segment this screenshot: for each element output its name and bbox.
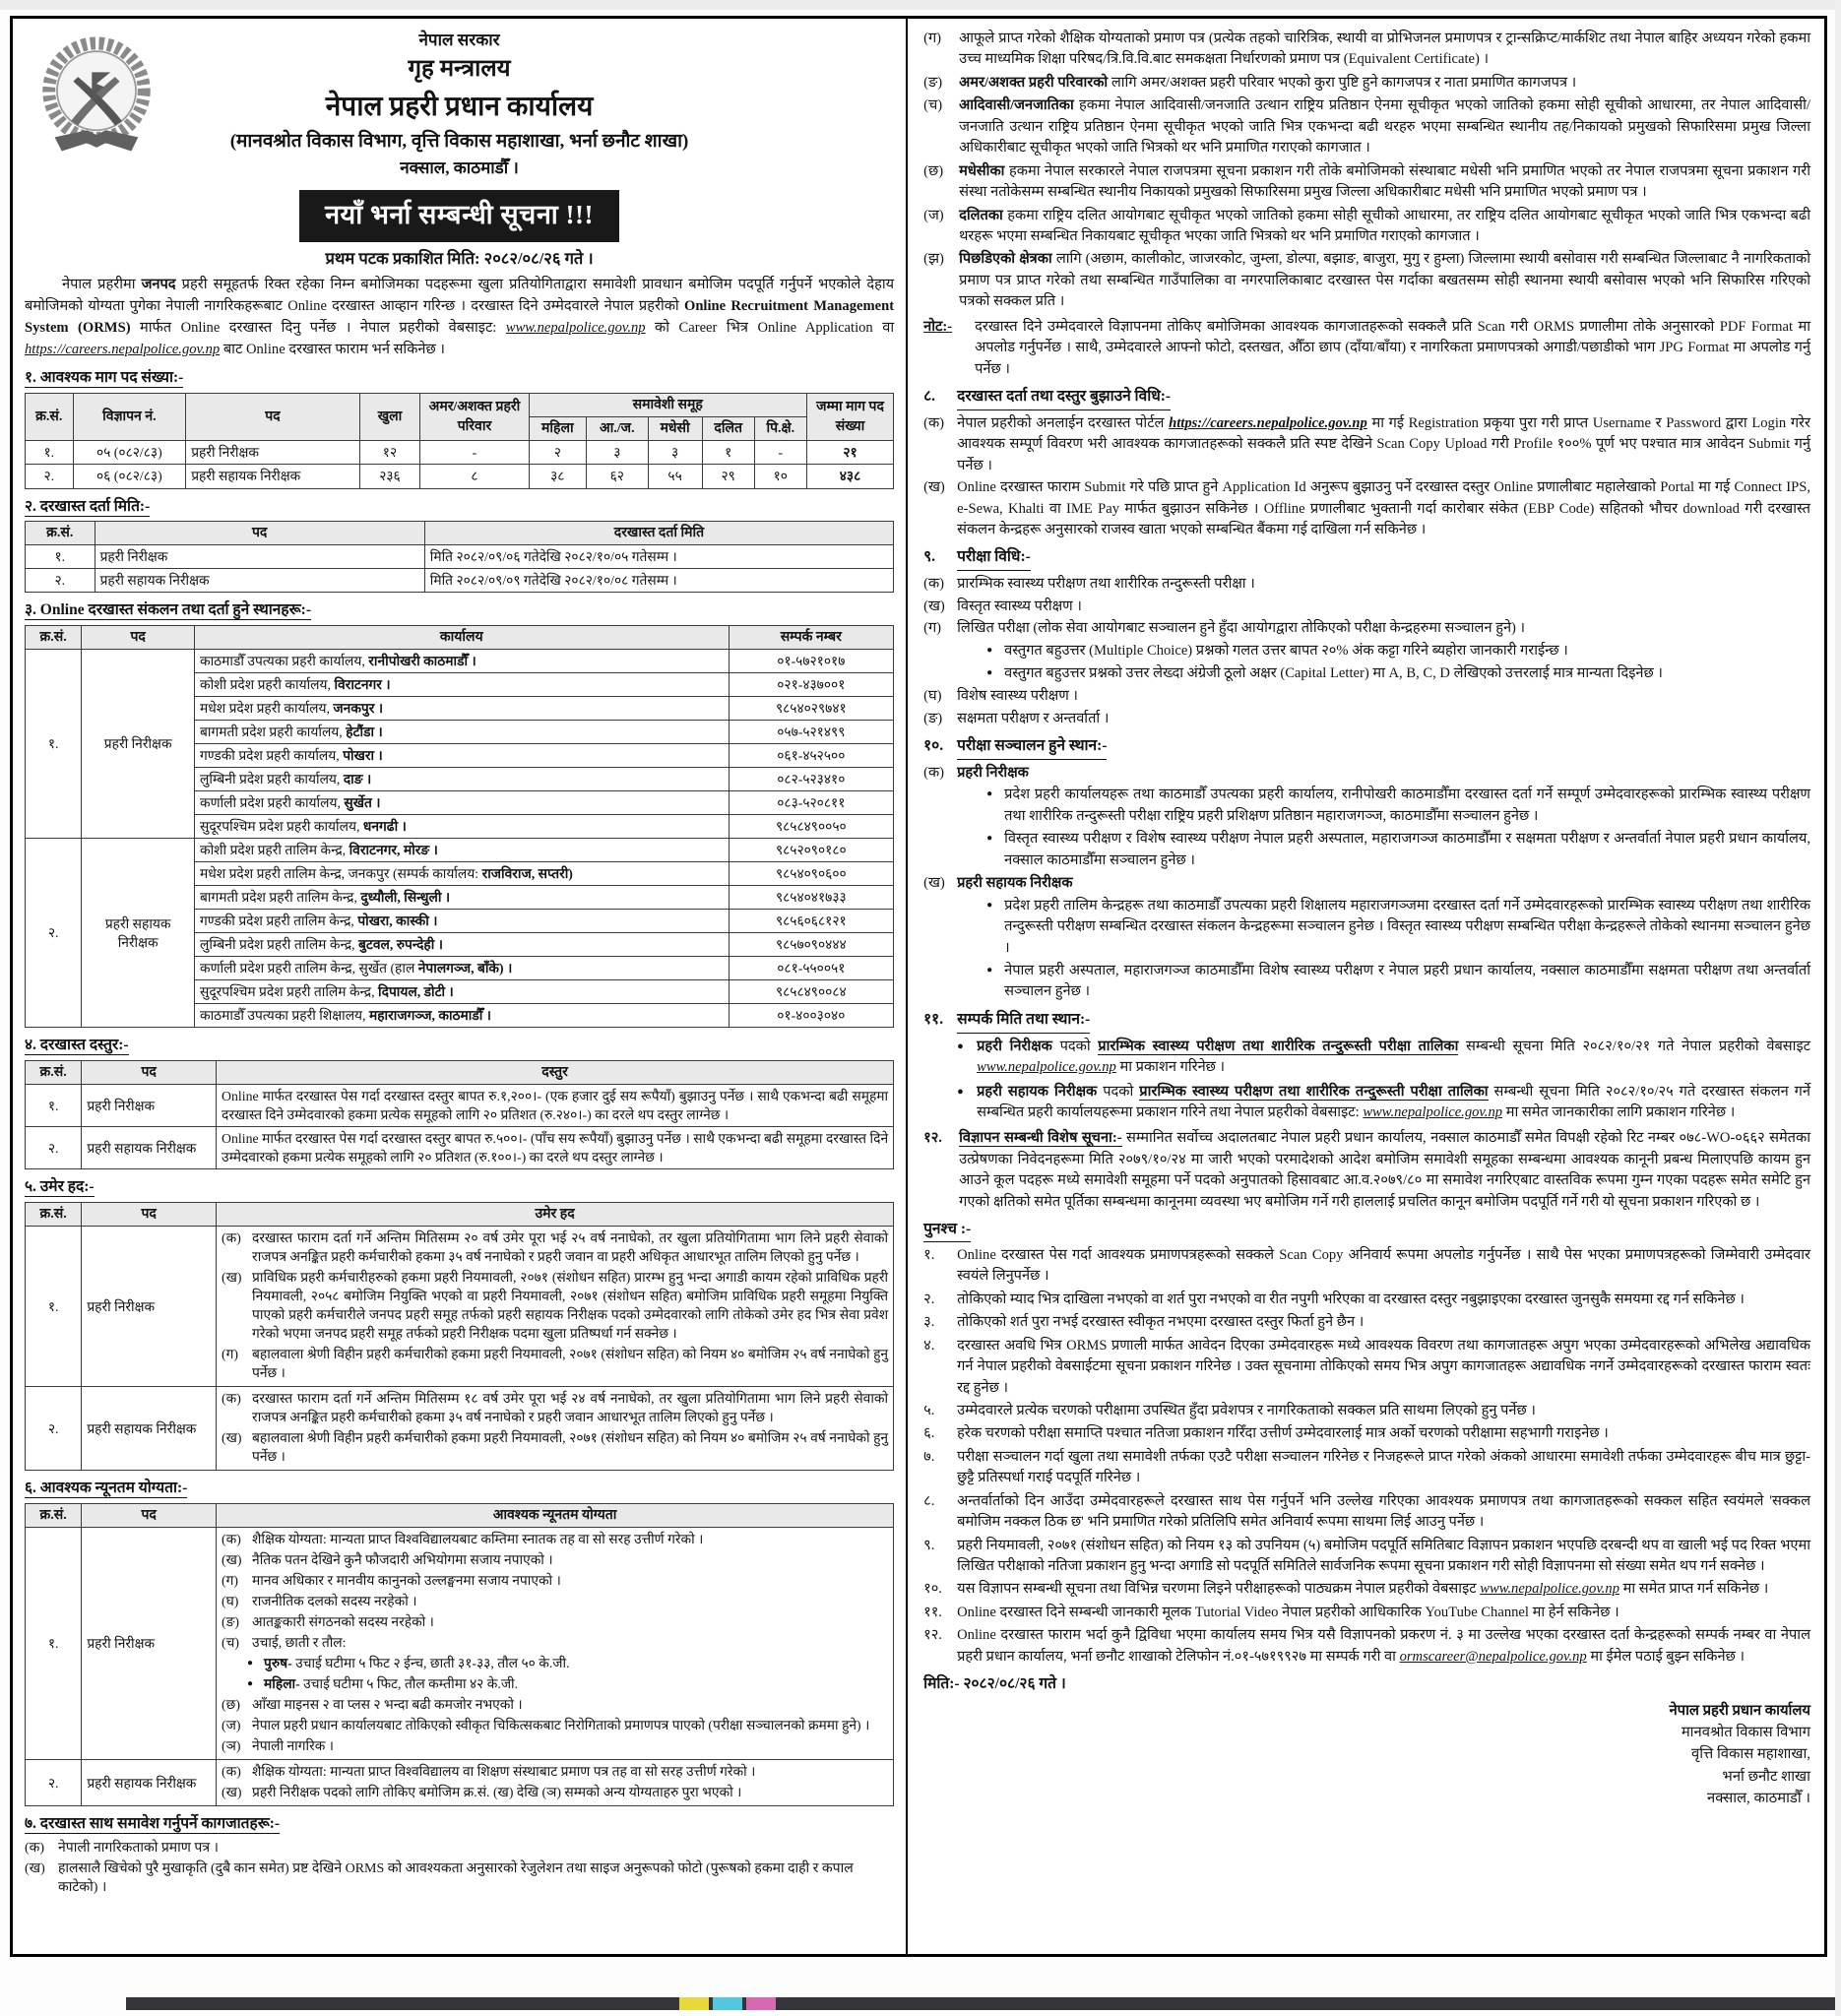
posts-demand-table <box>25 393 894 489</box>
list-item: (ज) दलितका हकमा राष्ट्रिय दलित आयोगबाट सूचीकृत भएको जातिको हकमा सोही सूचीको आधारमा, तर राष्ट्रिय दलित आयोगबाट सूचीकृत भएको जाति भित्र एकभन्दा बढी थरहरू भएमा सम्बन्धित निकायबाट सूचीकृत भएका जाति भित्रको थर भनि प्रमाणित गराएको कागजात । <box>923 207 1810 244</box>
gov-line: नेपाल सरकार <box>418 31 500 49</box>
table-row: २. प्रहरी सहायक निरीक्षक (क) दरखास्त फाराम दर्ता गर्ने अन्तिम मितिसम्म १८ वर्ष उमेर पूरा भई २४ वर्ष ननाघेको, तर खुला प्रतियोगितामा भाग लिने प्रहरी सेवाको राजपत्र अनङ्कित प्रहरी कर्मचारीको हकमा ३५ वर्ष ननाघेको र प्रहरी जवान आधारभूत तालिम लिएको हुनु पर्नेछ । (ख) बहालवाला श्रेणी विहीन प्रहरी कर्मचारीको हकमा प्रहरी नियमावली, २०७१ (संशोधन सहित) को नियम ४० बमोजिम २५ वर्ष ननाघेको हुनु पर्नेछ । <box>26 1387 894 1471</box>
list-item: (क) नेपाली नागरिकताको प्रमाण पत्र । <box>25 1840 219 1856</box>
list-item: (ग) मानव अधिकार र मानवीय कानुनको उल्लङ्घनमा सजाय नपाएको । <box>222 1573 561 1589</box>
col-post: पद <box>82 1503 217 1527</box>
intro-paragraph <box>25 275 894 361</box>
exam-venue-bullets <box>923 785 1810 871</box>
intro-text: नेपाल प्रहरीमा <box>62 276 142 292</box>
collection-centers-table <box>25 625 894 1029</box>
office-row: काठमाडौँ उपत्यका प्रहरी शिक्षालय, महाराजगञ्ज, काठमाडौँ । ०१-४००३०४० <box>26 1004 894 1028</box>
print-mark-magenta <box>746 1997 776 2010</box>
list-item: १२. Online दरखास्त फाराम भर्दा कुनै द्विविधा भएमा कार्यालय समय भित्र यसै विज्ञापनको प्रकरण नं. ३ मा उल्लेख भएका दरखास्त दर्ता केन्द्रहरूको सम्पर्क नम्बर वा नेपाल प्रहरी प्रधान कार्यालय, भर्ना छनौट शाखाको टेलिफोन नं.०१-५७१९९२७ मा सम्पर्क गरी वा ormscareer@nepalpolice.gov.np मा ईमेल पठाई बुझ्न सकिनेछ । <box>923 1627 1810 1665</box>
col-sn: क्र.सं. <box>26 625 82 649</box>
list-item: (ख) विस्तृत स्वास्थ्य परीक्षण । <box>923 598 1082 614</box>
list-item: (ख) प्रहरी निरीक्षक पदको लागि तोकिए बमोजिम क्र.सं. (ख) देखि (ञ) सम्मको अन्य योग्यताहरु पुरा भएको । <box>222 1785 742 1800</box>
office-row: कोशी प्रदेश प्रहरी कार्यालय, विराटनगर । ०२१-४३७००१ <box>26 672 894 696</box>
table-row: २. प्रहरी सहायक निरीक्षक (क) शैक्षिक योग्यता: मान्यता प्राप्त विश्वविद्यालय वा शिक्षण संस्थाबाट प्रमाण पत्र तह वा सो सरह उत्तीर्ण गरेको । (ख) प्रहरी निरीक्षक पदको लागि तोकिए बमोजिम क्र.सं. (ख) देखि (ञ) सम्मको अन्य योग्यताहरु पुरा भएको । <box>26 1760 894 1806</box>
documents-list-right <box>923 29 1810 313</box>
col-post: पद <box>82 625 195 649</box>
right-column <box>906 19 1824 1954</box>
col-sn: क्र.सं. <box>26 521 95 544</box>
office-row: लुम्बिनी प्रदेश प्रहरी कार्यालय, दाङ । ०८२-५२३४१० <box>26 768 894 791</box>
intro-bold-orms: Online Recruitment Management System (ORMS) <box>25 297 895 336</box>
col-sn: क्र.सं. <box>26 1202 82 1226</box>
list-item: ९. प्रहरी नियमावली, २०७१ (संशोधन सहित) को नियम १३ को उपनियम (५) बमोजिम पदपूर्ति समितिबाट विज्ञापन प्रकाशन भएपछि दरबन्दी थप वा खाली भई पद रिक्त भएमा लिखित परीक्षाको नतिजा प्रकाशन हुनु भन्दा अगाडि सो पदपूर्ति समितिले सार्वजनिक रूपमा सूचना प्रकाशन गरी सोही विज्ञापनमा सो संख्या समेत थप गर्न सक्नेछ । <box>923 1537 1810 1575</box>
office-row: कर्णाली प्रदेश प्रहरी कार्यालय, सुर्खेत । ०८३-५२०८११ <box>26 791 894 815</box>
list-item: ३. तोकिएको शर्त पुरा नभई दरखास्त स्वीकृत नभएमा दरखास्त दस्तुर फिर्ता हुने छैन । <box>923 1314 1365 1331</box>
list-item: (ग) बहालवाला श्रेणी विहीन प्रहरी कर्मचारीको हकमा प्रहरी नियमावली, २०७१ (संशोधन सहित) को नियम ४० बमोजिम २५ वर्ष ननाघेको हुनु पर्नेछ । <box>222 1347 889 1381</box>
office-row: कर्णाली प्रदेश प्रहरी तालिम केन्द्र, सुर्खेत (हाल नेपालगञ्ज, बाँके) । ०८१-५५००५१ <box>26 957 894 980</box>
office-row: बागमती प्रदेश प्रहरी तालिम केन्द्र, दुध्यौली, सिन्धुली । ९८५४०४१७३३ <box>26 886 894 910</box>
section-8-title: ८. दरखास्त दर्ता तथा दस्तुर बुझाउने विधि:- <box>923 386 1810 410</box>
office-row: मधेश प्रदेश प्रहरी कार्यालय, जनकपुर । ९८५४०२९७४१ <box>26 697 894 721</box>
bullet-item: ● प्रदेश प्रहरी तालिम केन्द्रहरू तथा काठमाडौँ उपत्यका प्रहरी शिक्षालय महाराजगञ्जमा दरखास्त दर्ता गर्ने उम्मेदवारहरूको प्रारम्भिक स्वास्थ्य परीक्षण तथा शारीरिक तन्दुरूस्ती परीक्षण सम्बन्धित दरखास्त संकलन केन्द्रहरूमा सञ्चालन हुनेछ । विस्तृत स्वास्थ्य परीक्षण सम्बन्धित परीक्षा केन्द्रहरूले तोकेको स्थानमा सञ्चालन हुनेछ । <box>986 897 1810 956</box>
list-item: (छ) मधेसीका हकमा नेपाल सरकारले नेपाल राजपत्रमा सूचना प्रकाशन गरी तोके बमोजिमको संस्थाबाट मधेसी भनि प्रमाणित भएको तर नेपाल राजपत्रमा सूचना प्रकाशन गरी संस्था नतोकेसम्म सम्बन्धित स्थानीय निकायको प्रमुखको सिफारिसमा प्रमुख जिल्ला अधिकारीबाट मधेसी भनि प्रमाणित भएको प्रमाण पत्र । <box>923 162 1810 201</box>
list-item: (ख) हालसालै खिचेको पुरै मुखाकृति (दुबै कान समेत) प्रष्ट देखिने ORMS को आवश्यकता अनुसारको रेजुलेशन तथा साइज अनुरूपको फोटो (पुरूषको हकमा दाही र कपाल काटेको) । <box>25 1861 854 1896</box>
list-item: (ङ) सक्षमता परीक्षण र अन्तर्वार्ता । <box>923 710 1110 726</box>
signature-line: नेपाल प्रहरी प्रधान कार्यालय <box>1669 1703 1810 1719</box>
col-backward: पि.क्षे. <box>754 417 806 441</box>
website-link[interactable]: www.nepalpolice.gov.np <box>1363 1103 1503 1120</box>
list-item: (ख) नैतिक पतन देखिने कुनै फौजदारी अभियोगमा सजाय नपाएको । <box>222 1552 553 1568</box>
exam-venue-bullets <box>923 896 1810 1003</box>
list-item: ११. Online दरखास्त दिने सम्बन्धी जानकारी मूलक Tutorial Video नेपाल प्रहरीको आधिकारिक YouTube Channel मा हेर्न सकिनेछ । <box>923 1604 1619 1620</box>
exam-method-bullets <box>923 641 1810 685</box>
list-item: ७. परीक्षा सञ्चालन गर्दा खुला तथा समावेशी तर्फका एउटै परीक्षा सञ्चालन गरिनेछ र निजहरूले प्राप्त गरेको अंकको आधारमा समावेशी तर्फका उम्मेदवारहरू बीच मात्र छुट्टा-छुट्टै प्रतिस्पर्धा गराई पदपूर्ति गरिनेछ । <box>923 1448 1810 1486</box>
postscript-title: पुनश्च :- <box>923 1219 971 1242</box>
col-open: खुला <box>359 393 420 441</box>
col-age: उमेर हद <box>217 1202 894 1226</box>
signature-line: मानवश्रोत विकास विभाग <box>1681 1725 1810 1741</box>
office-row: गण्डकी प्रदेश प्रहरी कार्यालय, पोखरा । ०६१-४५२५०० <box>26 744 894 768</box>
section-9-title: ९. परीक्षा विधि:- <box>923 546 1810 571</box>
signature-line: भर्ना छनौट शाखा <box>1722 1768 1810 1785</box>
note-paragraph: नोट:- दरखास्त दिने उम्मेदवारले विज्ञापनमा तोकिए बमोजिमका आवश्यक कागजातहरूको सक्कलै प्रति Scan गरी ORMS प्रणालीमा तोके अनुसारको PDF Format मा अपलोड गर्नुपर्नेछ । साथै, उम्मेदवारले आफ्नो फोटो, दस्तखत, औँठा छाप (दाँया/बाँया) र नागरिकता प्रमाणपत्रको अगाडी/पछाडीको भाग JPG Format मा अपलोड गर्नु पर्नेछ । <box>923 318 1810 377</box>
section-7-title: ७. दरखास्त साथ समावेश गर्नुपर्ने कागजातहरू:- <box>25 1815 281 1833</box>
col-office: कार्यालय <box>195 625 730 649</box>
list-item: (क) शैक्षिक योग्यता: मान्यता प्राप्त विश्वविद्यालय वा शिक्षण संस्थाबाट प्रमाण पत्र तह वा सो सरह उत्तीर्ण गरेको । <box>222 1764 756 1780</box>
office-row: बागमती प्रदेश प्रहरी कार्यालय, हेटौंडा । ०५७-५२१४९९ <box>26 721 894 744</box>
section-4-title: ४. दरखास्त दस्तुर:- <box>25 1037 129 1054</box>
published-date: प्रथम पटक प्रकाशित मिति: २०८२/०८/२६ गते । <box>325 249 594 269</box>
col-police-family: अमर/अशक्त प्रहरी परिवार <box>420 393 529 441</box>
bullet-item: ● वस्तुगत बहुउत्तर (Multiple Choice) प्रश्नको गलत उत्तर बापत २०% अंक कट्टा गरिने ब्यहोरा जानकारी गराईन्छ । <box>986 642 1568 659</box>
scan-edge-top <box>0 0 1841 10</box>
section-5-title: ५. उमेर हद:- <box>25 1178 95 1196</box>
table-row: २. प्रहरी सहायक निरीक्षक Online मार्फत दरखास्त पेस गर्दा दरखास्त दस्तुर बापत रु.५००।- (पाँच सय रूपैयाँ) बुझाउनु पर्नेछ । साथै एकभन्दा बढी समूहमा दरखास्त दिने उम्मेदवारको हकमा प्रत्येक समूहको लागि २० प्रतिशत (रु.१००।-) का दरले थप दस्तुर लाग्नेछ । <box>26 1127 894 1169</box>
ministry-line: गृह मन्त्रालय <box>408 56 511 83</box>
list-item: (ग) लिखित परीक्षा (लोक सेवा आयोगबाट सञ्चालन हुने हुँदा आयोगद्वारा तोकिएको परीक्षा केन्द्रहरुमा सञ्चालन हुने) । <box>923 620 1526 637</box>
intro-text: बाट Online दरखास्त फाराम भर्न सकिनेछ । <box>220 341 445 357</box>
office-line: नेपाल प्रहरी प्रधान कार्यालय <box>325 91 594 122</box>
inline-link[interactable]: www.nepalpolice.gov.np <box>1480 1581 1619 1598</box>
table-row: १. प्रहरी निरीक्षक (क) शैक्षिक योग्यता: मान्यता प्राप्त विश्वविद्यालयबाट कम्तिमा स्नातक तह वा सो सरह उत्तीर्ण गरेको । (ख) नैतिक पतन देखिने कुनै फौजदारी अभियोगमा सजाय नपाएको । (ग) मानव अधिकार र मानवीय कानुनको उल्लङ्घनमा सजाय नपाएको । (घ) राजनीतिक दलको सदस्य नरहेको । (ङ) आतङ्ककारी संगठनको सदस्य नरहेको । (च) उचाई, छाती र तौल: ● पुरुष- उचाई घटीमा ५ फिट २ ईन्च, छाती ३१-३३, तौल ५० के.जी. ● महिला- उचाई घटीमा ५ फिट, तौल कम्तीमा ४२ के.जी. (छ) आँखा माइनस २ वा प्लस २ भन्दा बढी कमजोर नभएको । (ज) नेपाल प्रहरी प्रधान कार्यालयबाट तोकिएको स्वीकृत चिकित्सकबाट निरोगिताको प्रमाणपत्र पाएको (परीक्षा सञ्चालनको क्रममा हुने) । (ञ) नेपाली नागरिक । <box>26 1528 894 1760</box>
left-column <box>13 19 906 1954</box>
list-item: (क) शैक्षिक योग्यता: मान्यता प्राप्त विश्वविद्यालयबाट कम्तिमा स्नातक तह वा सो सरह उत्तीर्ण गरेको । <box>222 1532 704 1546</box>
list-item: (ञ) नेपाली नागरिक । <box>222 1738 334 1754</box>
exam-method-list <box>923 686 1810 729</box>
print-mark-yellow <box>679 1997 709 2010</box>
qualification-list <box>222 1762 888 1801</box>
table-row: २. प्रहरी सहायक निरीक्षक मिति २०८२/०९/०९ गतेदेखि २०८२/१०/०८ गतेसम्म । <box>26 569 894 593</box>
documents-list-left <box>25 1839 894 1898</box>
bullet-item: ● नेपाल प्रहरी अस्पताल, महाराजगञ्ज काठमाडौँमा विशेष स्वास्थ्य परीक्षण र नेपाल प्रहरी प्रधान कार्यालय, नक्साल काठमाडौँमा सक्षमता परीक्षण तथा अन्तर्वार्ता सञ्चालन हुनेछ । <box>986 962 1810 1000</box>
careers-link[interactable]: https://careers.nepalpolice.gov.np <box>1169 414 1367 431</box>
office-row: लुम्बिनी प्रदेश प्रहरी तालिम केन्द्र, बुटवल, रुपन्देही । ९८५७०९०४४४ <box>26 933 894 957</box>
col-inclusive-group: समावेशी समूह <box>529 393 806 416</box>
office-row: १. प्रहरी निरीक्षक काठमाडौँ उपत्यका प्रहरी कार्यालय, रानीपोखरी काठमाडौँ । ०१-५७२१०१७ <box>26 649 894 672</box>
list-item: (क) नेपाल प्रहरीको अनलाईन दरखास्त पोर्टल https://careers.nepalpolice.gov.np मा गई Registration प्रकृया पुरा गरी प्राप्त Username र Password द्वारा Login गरेर आवश्यक सम्पूर्ण विवरण भरी आवश्यक कागजातहरूको सक्कलै प्रति स्पष्ट देखिने Scan Copy Upload गरी Profile १००% पूर्ण भए पश्चात मात्र आवेदन Submit गर्नु पर्नेछ । <box>923 414 1810 473</box>
fees-table <box>25 1060 894 1169</box>
section-10-title: १०. परीक्षा सञ्चालन हुने स्थान:- <box>923 735 1810 760</box>
bullet-item: ● पुरुष- उचाई घटीमा ५ फिट २ ईन्च, छाती ३१-३३, तौल ५० के.जी. <box>247 1656 570 1671</box>
table-row: २. ०६ (०८२/८३) प्रहरी सहायक निरीक्षक २३६ ८ ३८ ६२ ५५ २९ १० ४३८ <box>26 465 894 488</box>
col-total: जम्मा माग पद संख्या <box>806 393 893 441</box>
list-item: (ख) Online दरखास्त फाराम Submit गरे पछि प्राप्त हुने Application Id अनुरूप बुझाउनु पर्ने दरखास्त दस्तुर Online प्रणालीबाट महालेखाको Portal मा गई Connect IPS, e-Sewa, Khalti वा IME Pay मार्फत बुझाउन सकिनेछ । Offline प्रणालीबाट भुक्तानी गर्दा कारोबार संकेत (EBP Code) सहितको भौचर download गरी दरखास्त संकलन केन्द्रहरू अनुसारको राजस्व खाता भएको सम्बन्धित बैंकमा गई दाखिला गर्न सकिनेछ । <box>923 479 1810 537</box>
col-phone: सम्पर्क नम्बर <box>729 625 894 649</box>
signature-line: नक्साल, काठमाडौँ । <box>1707 1790 1810 1806</box>
col-sn: क्र.सं. <box>26 393 74 441</box>
section-11-title: ११. सम्पर्क मिति तथा स्थान:- <box>923 1009 1810 1034</box>
age-limit-table <box>25 1202 894 1472</box>
col-post: पद <box>95 521 424 544</box>
intro-text: मार्फत Online दरखास्त दिनु पर्नेछ । नेपाल प्रहरीको वेबसाइट: <box>130 319 506 336</box>
office-row: मधेश प्रदेश प्रहरी तालिम केन्द्र, जनकपुर (सम्पर्क कार्यालय: राजविराज, सप्तरी) ९८५४०९०६०० <box>26 862 894 886</box>
office-row: गण्डकी प्रदेश प्रहरी तालिम केन्द्र, पोखरा, कास्की । ९८५६०६८१२१ <box>26 910 894 933</box>
notice-date: मिति:- २०८२/०८/२६ गते । <box>923 1675 1066 1693</box>
col-sn: क्र.सं. <box>26 1060 82 1084</box>
intro-bold-janpad: जनपद <box>141 276 176 292</box>
website-link[interactable]: www.nepalpolice.gov.np <box>505 319 646 336</box>
list-item: २. तोकिएको म्याद भित्र दाखिला नभएको वा शर्त पुरा नभएको वा रीत नपुगी भरिएका वा दरखास्त दस्तुर नबुझाइएका दरखास्त जुनसुकै समयमा रद्द गर्न सकिनेछ । <box>923 1291 1745 1307</box>
section-6-title: ६. आवश्यक न्यूनतम योग्यता:- <box>25 1480 188 1497</box>
col-post: पद <box>82 1202 217 1226</box>
bullet-item: ● वस्तुगत बहुउत्तर प्रश्नको उत्तर लेख्दा अंग्रेजी ठूलो अक्षर (Capital Letter) मा A, B, C, D लेखिएको उत्तरलाई मात्र मान्यता दिइनेछ । <box>986 664 1663 681</box>
col-post: पद <box>186 393 359 441</box>
registration-dates-table <box>25 521 894 593</box>
nepal-police-emblem-icon <box>38 31 155 174</box>
col-advert-no: विज्ञापन नं. <box>73 393 186 441</box>
list-item: (ज) नेपाल प्रहरी प्रधान कार्यालयबाट तोकिएको स्वीकृत चिकित्सकबाट निरोगिताको प्रमाणपत्र पाएको (परीक्षा सञ्चालनको क्रममा हुने) । <box>222 1718 870 1733</box>
section-12: १२. विज्ञापन सम्बन्धी विशेष सूचना:- सम्मानित सर्वोच्च अदालतबाट नेपाल प्रहरी प्रधान कार्यालय, नक्साल काठमाडौँ समेत विपक्षी रहेको रिट नम्बर ०७८-WO-०६६२ समेतका उत्प्रेषणका निवेदनहरूमा मिति २०७९/१०/२४ मा जारी भएको परमादेशको आदेश बमोजिम समावेशी समूहका सम्बन्धमा आवश्यक कानूनी प्रबन्ध मिलाएपछि कायम हुन आउने कूल पदहरू मध्ये समावेशी समूहमा पर्ने पदको अनुपातको हिसावबाट आ.व.२०७९/८० मा समावेश नगरिएबाट वास्तविक रूपमा गुम्न गएका पदहरू समेत समेटि हुन गएको क्षतिको समेत पूर्तिका सम्बन्धमा कानूनमा व्यवस्था भए बमोजिम गर्ने गरी हाललाई प्रचलित कानून बमोजिम पदपूर्ति गर्ने गरी यो सूचना प्रकाशन गरिएको छ । <box>923 1130 1810 1210</box>
notice-frame <box>10 16 1827 1957</box>
col-adibasi: आ./ज. <box>587 417 649 441</box>
section-2-title: २. दरखास्त दर्ता मिति:- <box>25 497 151 515</box>
scan-edge-bottom-bar <box>126 1997 1841 2010</box>
exam-method-list <box>923 574 1810 639</box>
intro-text: प्रहरी समूहतर्फ रिक्त रहेका निम्न बमोजिमका पदहरूमा खुला प्रतियोगिताद्वारा समावेशी प्रावधान बमोजिम पदपूर्ति गर्नुपर्ने भएकोले देहाय बमोजिमको योग्यता पुगेका नेपाली नागरिकहरूबाट Online दरखास्त आव्हान गरिन्छ । दरखास्त दिने उम्मेदवारले नेपाल प्रहरीको <box>25 276 895 314</box>
address-line: नक्साल, काठमाडौँ । <box>400 158 519 178</box>
intro-text: को Career भित्र Online Application वा <box>645 319 895 336</box>
print-mark-cyan <box>713 1997 742 2010</box>
website-link[interactable]: www.nepalpolice.gov.np <box>977 1059 1116 1076</box>
col-madhesi: मधेसी <box>648 417 702 441</box>
col-qualification: आवश्यक न्यूनतम योग्यता <box>217 1503 894 1527</box>
subsection-label: (ख) प्रहरी सहायक निरीक्षक <box>923 875 1073 892</box>
list-item: (घ) विशेष स्वास्थ्य परीक्षण । <box>923 688 1078 705</box>
department-line: (मानवश्रोत विकास विभाग, वृत्ति विकास महाशाखा, भर्ना छनौट शाखा) <box>229 131 689 153</box>
bullet-item: ● प्रहरी सहायक निरीक्षक पदको प्रारम्भिक स्वास्थ्य परीक्षण तथा शारीरिक तन्दुरूस्ती परीक्षा तालिका सम्बन्धी सूचना मिति २०८२/१०/२५ गते दरखास्त संकलन गर्ने सम्बन्धित प्रहरी कार्यालयहरूमा प्रकाशन गरिने तथा नेपाल प्रहरीको वेबसाइट: www.nepalpolice.gov.np मा समेत जानकारीका लागि प्रकाशन गरिनेछ । <box>957 1083 1810 1120</box>
list-item: (च) आदिवासी/जनजातिका हकमा नेपाल आदिवासी/जनजाति उत्थान राष्ट्रिय प्रतिष्ठान ऐनमा सूचीकृत भएको जातिको हकमा सोही सूचीको आधारमा, तर नेपाल आदिवासी/जनजाति उत्थान राष्ट्रिय प्रतिष्ठान ऐनमा सूचीकृत भएको जाति भित्र एकभन्दा बढी थरहरु भएमा सम्बन्धित स्थानीय तह/निकायको प्रमुखको सिफारिसमा प्रमुख जिल्ला अधिकारीबाट सूचीकृत भएको जाति भित्रको थर भनि प्रमाणित गराएको कागजात । <box>923 97 1810 157</box>
list-item: १०. यस विज्ञापन सम्बन्धी सूचना तथा विभिन्न चरणमा लिइने परीक्षाहरूको पाठ्यक्रम नेपाल प्रहरीको वेबसाइट www.nepalpolice.gov.np मा समेत प्राप्त गर्न सकिनेछ । <box>923 1581 1769 1598</box>
list-item: (ङ) आतङ्ककारी संगठनको सदस्य नरहेको । <box>222 1614 434 1630</box>
table-row: १. प्रहरी निरीक्षक मिति २०८२/०९/०६ गतेदेखि २०८२/१०/०५ गतेसम्म । <box>26 545 894 569</box>
list-item: ५. उम्मेदवारले प्रत्येक चरणको परीक्षामा उपस्थित हुँदा प्रवेशपत्र र नागरिकताको सक्कल प्रति साथमा लिएको हुनु पर्नेछ । <box>923 1402 1536 1418</box>
bullet-item: ● विस्तृत स्वास्थ्य परीक्षण र विशेष स्वास्थ्य परीक्षण नेपाल प्रहरी अस्पताल, महाराजगञ्ज काठमाडौँमा र सक्षमता परीक्षण र अन्तर्वार्ता नेपाल प्रहरी प्रधान कार्यालय, नक्साल काठमाडौँमा सञ्चालन हुनेछ । <box>986 831 1810 868</box>
list-item: (ङ) अमर/अशक्त प्रहरी परिवारको लागि अमर/अशक्त प्रहरी परिवार भएको कुरा पुष्टि हुने कागजपत्र र नाता प्रमाणित कागजपत्र । <box>923 74 1577 91</box>
list-item: (च) उचाई, छाती र तौल: <box>222 1635 347 1651</box>
list-item: (ग) आफूले प्राप्त गरेको शैक्षिक योग्यताको प्रमाण पत्र (प्रत्येक तहको चारित्रिक, स्थायी वा प्रोभिजनल प्रमाणपत्र र ट्रान्सक्रिप्ट/मार्कशिट तथा नेपाल बाहिर अध्ययन गरेको हकमा उच्च माध्यमिक शिक्षा परिषद/त्रि.वि.वि.बाट समकक्षता निर्धारणको प्रमाण पत्र (Equivalent Certificate) । <box>923 31 1810 68</box>
col-dalit: दलित <box>702 417 754 441</box>
office-row: सुदूरपश्चिम प्रदेश प्रहरी तालिम केन्द्र, दिपायल, डोटी । ९८५८४९००८४ <box>26 980 894 1004</box>
qualification-list <box>222 1695 888 1755</box>
list-item: (ख) बहालवाला श्रेणी विहीन प्रहरी कर्मचारीको हकमा प्रहरी नियमावली, २०७१ (संशोधन सहित) को नियम ४० बमोजिम २५ वर्ष ननाघेको हुनु पर्नेछ । <box>222 1430 889 1465</box>
office-row: सुदूरपश्चिम प्रदेश प्रहरी कार्यालय, धनगढी । ९८५८४९००५० <box>26 815 894 839</box>
list-item: (क) प्रारम्भिक स्वास्थ्य परीक्षण तथा शारीरिक तन्दुरूस्ती परीक्षा । <box>923 576 1255 593</box>
table-row: १. प्रहरी निरीक्षक Online मार्फत दरखास्त पेस गर्दा दरखास्त दस्तुर बापत रु.१,२००।- (एक हजार दुई सय रूपैयाँ) बुझाउनु पर्नेछ । साथै एकभन्दा बढी समूहमा दरखास्त दिने उम्मेदवारको हकमा प्रत्येक समूहको लागि २० प्रतिशत (रु.२४०।-) का दरले थप दस्तुर लाग्नेछ । <box>26 1085 894 1127</box>
list-item: ८. अन्तर्वार्ताको दिन आउँदा उम्मेदवारहरूले दरखास्त साथ पेस गर्नुपर्ने भनि उल्लेख गरिएका आवश्यक प्रमाणपत्र तथा कागजातहरूको सक्कल सहित स्वयंमले 'सक्कल बमोजिम नक्कल ठिक छ' भनि प्रमाणित गरेको प्रतिलिपि समेत अनिवार्य रूपमा साथमा लिई आउनु पर्नेछ । <box>923 1492 1810 1531</box>
list-item: (क) दरखास्त फाराम दर्ता गर्ने अन्तिम मितिसम्म १८ वर्ष उमेर पूरा भई २४ वर्ष ननाघेको, तर खुला प्रतियोगितामा भाग लिने प्रहरी सेवाको राजपत्र अनङ्कित प्रहरी कर्मचारीको हकमा ३५ वर्ष ननाघेको र प्रहरी जवान आधारभूत तालिम लिएको हुनु पर्नेछ । <box>222 1391 889 1425</box>
section-1-title: १. आवश्यक माग पद संख्या:- <box>25 369 184 387</box>
signature-block <box>923 1700 1810 1809</box>
subsection-label: (क) प्रहरी निरीक्षक <box>923 765 1029 782</box>
qualification-list <box>222 1530 888 1652</box>
bullet-item: ● प्रहरी निरीक्षक पदको प्रारम्भिक स्वास्थ्य परीक्षण तथा शारीरिक तन्दुरूस्ती परीक्षा तालिका सम्बन्धी सूचना मिति २०८२/१०/२१ गते नेपाल प्रहरीको वेबसाइट www.nepalpolice.gov.np मा प्रकाशन गरिनेछ । <box>957 1038 1810 1076</box>
postscript-list <box>923 1245 1810 1668</box>
list-item: ४. दरखास्त अवधि भित्र ORMS प्रणाली मार्फत आवेदन दिएका उम्मेदवारहरू मध्ये आवश्यक विवरण तथा कागजातहरू अपुग भएका उम्मेदवारहरूको अभिलेख अद्यावधिक गर्न नेपाल प्रहरीको वेबसाईटमा सूचना प्रकाशन गरिनेछ । उक्त सूचनामा तोकिएको समय भित्र अपुग कागजातहरू अद्यावधिक नगर्ने उम्मेदवारहरूको दरखास्त फाराम स्वतः रद्द हुनेछ । <box>923 1337 1810 1396</box>
list-item: (ख) प्राविधिक प्रहरी कर्मचारीहरुको हकमा प्रहरी नियमावली, २०७१ (संशोधन सहित) प्रारम्भ हुनु भन्दा अगाडी कायम रहेको प्राविधिक प्रहरी नियमावली, २०५८ बमोजिम नियुक्ति भएको वा प्रहरी नियमावली, २०७१ (संशोधन सहित) बमोजिम प्राविधिक प्रहरी समूहमा नियुक्ति पाएको प्रहरी कर्मचारीले जनपद प्रहरी समूह तर्फको प्रहरी सहायक निरीक्षक पदको उम्मेदवारको लागि तोकेको उमेर हद भित्र सेवा प्रवेश गरेको भएमा जनपद प्रहरी समूह तर्फको प्रहरी निरीक्षक पदमा खुला प्रतिष्पर्धा गर्न सक्नेछ । <box>222 1270 889 1342</box>
col-sn: क्र.सं. <box>26 1503 82 1527</box>
table-row: १. ०५ (०८२/८३) प्रहरी निरीक्षक १२ - २ ३ ३ १ - २१ <box>26 441 894 465</box>
letterhead <box>25 27 894 180</box>
list-item: (छ) आँखा माइनस २ वा प्लस २ भन्दा बढी कमजोर नभएको । <box>222 1697 523 1713</box>
careers-link[interactable]: https://careers.nepalpolice.gov.np <box>25 341 221 357</box>
bullet-item: ● महिला- उचाई घटीमा ५ फिट, तौल कम्तीमा ४२ के.जी. <box>247 1676 519 1692</box>
notice-banner: नयाँ भर्ना सम्बन्धी सूचना !!! <box>299 190 619 242</box>
col-fee: दस्तुर <box>217 1060 894 1084</box>
list-item: (झ) पिछडिएको क्षेत्रका लागि (अछाम, कालीकोट, जाजरकोट, जुम्ला, डोल्पा, बझाङ, बाजुरा, मुगु र हुम्ला) जिल्लामा स्थायी बसोवास गरी सम्बन्धित जिल्लाबाट नै नागरिकताको प्रमाण पत्र प्राप्त गरेको तथा सम्बन्धित गाउँपालिका वा नगरपालिकाबाट दरखास्त पेस गर्दाका बखतसम्म सोही स्थानमा स्थायी बसोवास भएको भनि सिफारिस गरिएको पत्रको सक्कल प्रति । <box>923 251 1810 310</box>
col-date: दरखास्त दर्ता मिति <box>424 521 893 544</box>
scan-edge-right <box>1835 0 1841 2016</box>
table-row: १. प्रहरी निरीक्षक (क) दरखास्त फाराम दर्ता गर्ने अन्तिम मितिसम्म २० वर्ष उमेर पूरा भई २५ वर्ष ननाघेको, तर खुला प्रतियोगितामा भाग लिने प्रहरी सेवाको राजपत्र अनङ्कित प्रहरी कर्मचारीको हकमा ३५ वर्ष ननाघेको र प्रहरी जवान वा प्रहरी अधिकृत आधारभूत तालिम लिएको हुनु पर्नेछ । (ख) प्राविधिक प्रहरी कर्मचारीहरुको हकमा प्रहरी नियमावली, २०७१ (संशोधन सहित) प्रारम्भ हुनु भन्दा अगाडी कायम रहेको प्राविधिक प्रहरी नियमावली, २०५८ बमोजिम नियुक्ति भएको वा प्रहरी नियमावली, २०७१ (संशोधन सहित) बमोजिम प्राविधिक प्रहरी समूहमा नियुक्ति पाएको प्रहरी कर्मचारीले जनपद प्रहरी समूह तर्फको प्रहरी सहायक निरीक्षक पदको उम्मेदवारको लागि तोकेको उमेर हद भित्र सेवा प्रवेश गरेको भएमा जनपद प्रहरी समूह तर्फको प्रहरी निरीक्षक पदमा खुला प्रतिष्पर्धा गर्न सक्नेछ । (ग) बहालवाला श्रेणी विहीन प्रहरी कर्मचारीको हकमा प्रहरी नियमावली, २०७१ (संशोधन सहित) को नियम ४० बमोजिम २५ वर्ष ननाघेको हुनु पर्नेछ । <box>26 1226 894 1386</box>
qualification-table <box>25 1503 894 1807</box>
col-post: पद <box>82 1060 217 1084</box>
list-item: ६. हरेक चरणको परीक्षा समाप्ति पश्चात नतिजा प्रकाशन गरिँदा उत्तीर्ण उम्मेदवारलाई मात्र अर्को चरणको परीक्षामा सहभागी गराइनेछ । <box>923 1425 1609 1442</box>
list-item: १. Online दरखास्त पेस गर्दा आवश्यक प्रमाणपत्रहरूको सक्कले Scan Copy अनिवार्य रूपमा अपलोड गर्नुपर्नेछ । साथै पेस भएका प्रमाणपत्रहरूको जिम्मेवारी उम्मेदवार स्वयंले लिनुपर्नेछ । <box>923 1246 1810 1285</box>
inline-link[interactable]: ormscareer@nepalpolice.gov.np <box>1399 1648 1587 1665</box>
section-3-title: ३. Online दरखास्त संकलन तथा दर्ता हुने स्थानहरू:- <box>25 601 311 619</box>
office-row: २. प्रहरी सहायक निरीक्षक कोशी प्रदेश प्रहरी तालिम केन्द्र, विराटनगर, मोरङ । ९८५२०९०१८० <box>26 839 894 862</box>
list-item: (क) दरखास्त फाराम दर्ता गर्ने अन्तिम मितिसम्म २० वर्ष उमेर पूरा भई २५ वर्ष ननाघेको, तर खुला प्रतियोगितामा भाग लिने प्रहरी सेवाको राजपत्र अनङ्कित प्रहरी कर्मचारीको हकमा ३५ वर्ष ननाघेको र प्रहरी जवान वा प्रहरी अधिकृत आधारभूत तालिम लिएको हुनु पर्नेछ । <box>222 1229 889 1264</box>
col-women: महिला <box>529 417 586 441</box>
signature-line: वृत्ति विकास महाशाखा, <box>1690 1746 1810 1763</box>
bullet-item: ● प्रदेश प्रहरी कार्यालयहरू तथा काठमाडौँ उपत्यका प्रहरी कार्यालय, रानीपोखरी काठमाडौँमा दरखास्त दर्ता गर्ने सम्पूर्ण उम्मेदवारहरूको प्रारम्भिक स्वास्थ्य परीक्षण तथा शारीरिक तन्दुरूस्ती परीक्षा राष्ट्रिय प्रहरी प्रशिक्षण प्रतिष्ठान महाराजगञ्ज, काठमाडौँमा सञ्चालन हुनेछ । <box>986 787 1810 824</box>
list-item: (घ) राजनीतिक दलको सदस्य नरहेको । <box>222 1594 417 1609</box>
